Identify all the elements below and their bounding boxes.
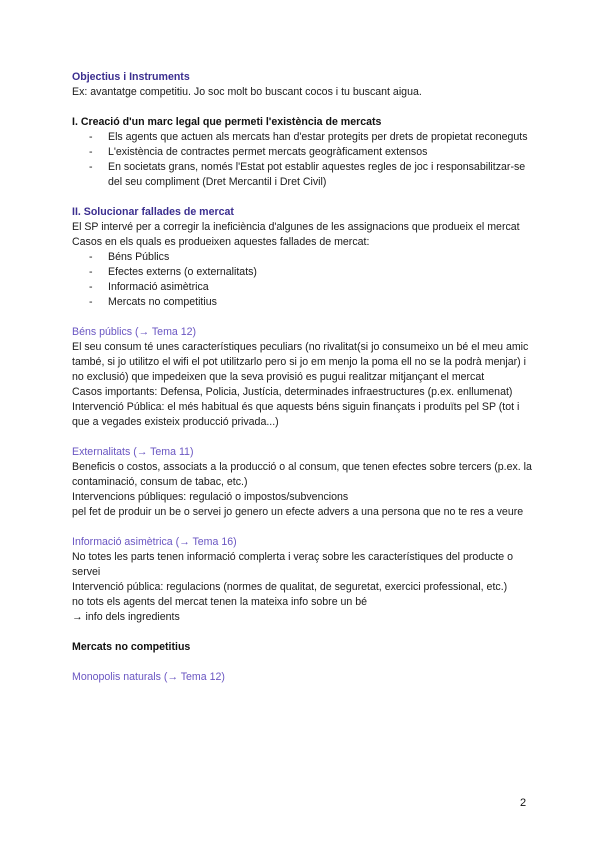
monopolis-heading: Monopolis naturals (→ Tema 12) <box>72 671 225 683</box>
bens-publics-heading: Béns públics (→ Tema 12) <box>72 326 197 338</box>
section2-heading: II. Solucionar fallades de mercat <box>72 206 234 218</box>
list-item: - Els agents que actuen als mercats han d'estar protegits per drets de propietat reconeguts <box>89 130 534 145</box>
list-item: - Béns Públics <box>89 250 534 265</box>
informacio-p1: No totes les parts tenen informació complerta i veraç sobre les característiques del producte o servei <box>72 551 514 578</box>
externalitats-p2: Intervencions públiques: regulació o impostos/subvencions <box>72 491 349 503</box>
externalitats-p1: Beneficis o costos, associats a la producció o al consum, que tenen efectes sobre tercers (p.ex. la contaminació, consum de tabac, etc.) <box>72 461 532 488</box>
externalitats-heading: Externalitats (→ Tema 11) <box>72 446 194 458</box>
list-item: - L'existència de contractes permet mercats geogràficament extensos <box>89 145 534 160</box>
informacio-heading: Informació asimètrica (→ Tema 16) <box>72 536 237 548</box>
list-item: - En societats grans, només l'Estat pot establir aquestes regles de joc i responsabilitzar-se del seu compliment (Dret Mercantil i Dret Civil) <box>89 160 534 190</box>
objectius-heading: Objectius i Instruments <box>72 71 190 83</box>
objectius-text: Ex: avantatge competitiu. Jo soc molt bo buscant cocos i tu buscant aigua. <box>72 86 422 98</box>
bens-publics-p3: Intervenció Pública: el més habitual és que aquests béns siguin finançats i produïts pel SP (tot i que a vegades existeix producció privada...) <box>72 401 520 428</box>
externalitats-p3: pel fet de produir un be o servei jo genero un efecte advers a una persona que no te res a veure <box>72 506 524 518</box>
informacio-p4: → info dels ingredients <box>72 611 180 623</box>
section2-cases-intro: Casos en els quals es produeixen aquestes fallades de mercat: <box>72 236 370 248</box>
list-item: - Mercats no competitius <box>89 295 534 310</box>
bens-publics-p1: El seu consum té unes característiques peculiars (no rivalitat(si jo consumeixo un bé el meu amic també, si jo utilitzo el wifi el pot utilitzarlo pero si jo em menjo la poma ell no se la podrà menjar) i no exclusió) que impedeixen que la seva provisió es pugui realitzar mitjançant el mercat <box>72 341 529 383</box>
list-item: - Informació asimètrica <box>89 280 534 295</box>
section1-list <box>72 130 534 190</box>
section2-intro: El SP intervé per a corregir la ineficiència d'algunes de les assignacions que produeix el mercat <box>72 221 520 233</box>
page-number: 2 <box>520 797 527 809</box>
section1-heading: I. Creació d'un marc legal que permeti l'existència de mercats <box>72 116 382 128</box>
mercats-heading: Mercats no competitius <box>72 641 191 653</box>
section2-list <box>72 250 534 310</box>
bens-publics-p2: Casos importants: Defensa, Policia, Justícia, determinades infraestructures (p.ex. enllumenat) <box>72 386 513 398</box>
list-item: - Efectes externs (o externalitats) <box>89 265 534 280</box>
informacio-p3: no tots els agents del mercat tenen la mateixa info sobre un bé <box>72 596 368 608</box>
document-page <box>72 70 534 685</box>
informacio-p2: Intervenció pública: regulacions (normes de qualitat, de seguretat, exercici professional, etc.) <box>72 581 508 593</box>
